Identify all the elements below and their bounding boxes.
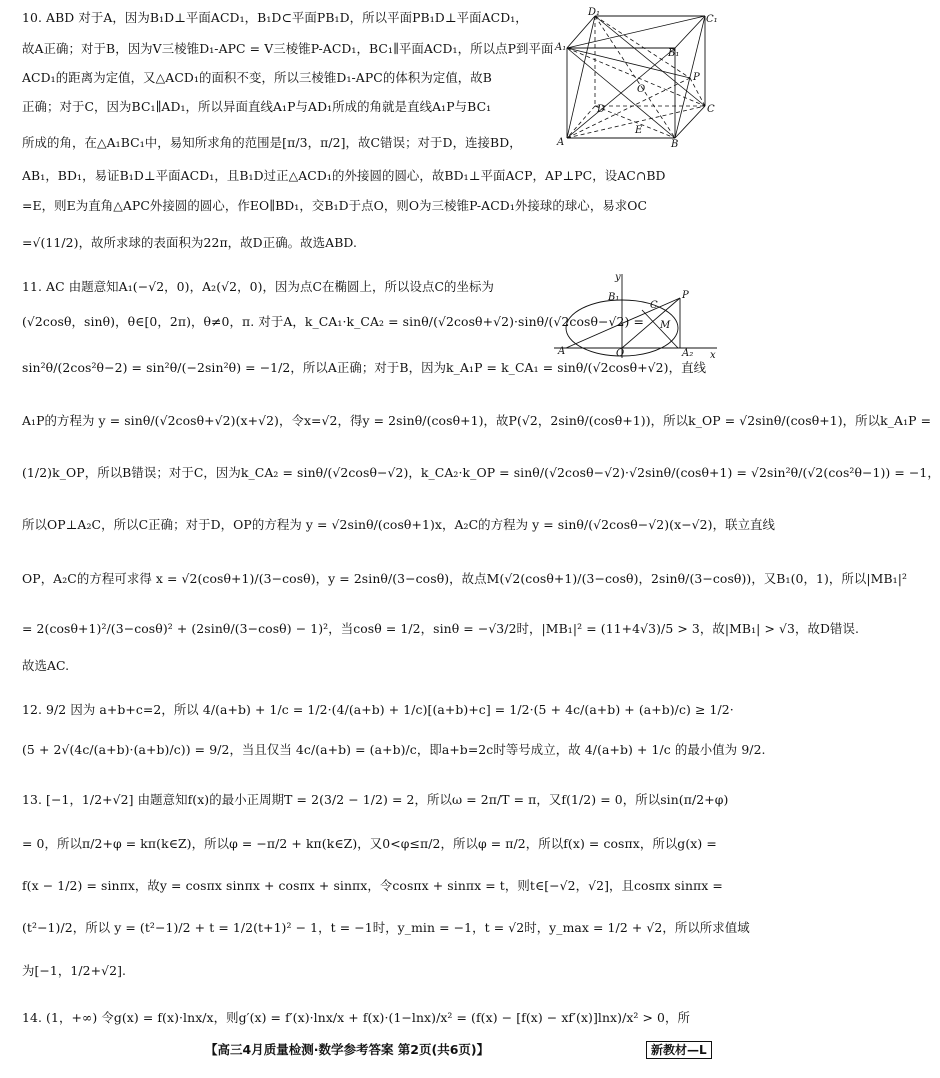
cube-label-e: E [635, 125, 643, 136]
q11-line-9: 故选AC. [22, 658, 70, 673]
footer-edition-tag: 新教材—L [646, 1041, 712, 1059]
ellipse-label-x: x [710, 350, 716, 361]
ellipse-label-a: A [558, 346, 566, 357]
q10-line-3: ACD₁的距离为定值，又△ACD₁的面积不变，所以三棱锥D₁-APC的体积为定值，故B [22, 70, 492, 85]
cube-label-d1: D₁ [588, 7, 601, 18]
ellipse-label-a2: A₂ [682, 348, 694, 359]
cube-label-o: O [637, 84, 646, 95]
cube-label-a1: A₁ [555, 42, 567, 53]
q11-line-3: sin²θ/(2cos²θ−2) = sin²θ/(−2sin²θ) = −1/2，所以A正确；对于B，因为k_A₁P = k_CA₁ = sinθ/(√2cosθ+√2)，直线 [22, 360, 707, 375]
q10-line-4: 正确；对于C，因为BC₁∥AD₁，所以异面直线A₁P与AD₁所成的角就是直线A₁P与BC₁ [22, 99, 492, 114]
q13-line-3: f(x − 1/2) = sinπx，故y = cosπx sinπx + cosπx + sinπx，令cosπx + sinπx = t，则t∈[−√2，√2]，且cosπx sinπx = [22, 878, 723, 893]
cube-label-b1: B₁ [668, 48, 680, 59]
cube-label-d: D [597, 104, 606, 115]
q10-line-8: =√(11/2)，故所求球的表面积为22π，故D正确。故选ABD. [22, 235, 358, 250]
q10-line-6: AB₁，BD₁，易证B₁D⊥平面ACD₁，且B₁D过正△ACD₁的外接圆的圆心，故BD₁⊥平面ACP，AP⊥PC，设AC∩BD [22, 168, 666, 183]
ellipse-label-o: O [616, 348, 625, 359]
cube-label-p: P [693, 72, 700, 83]
page-footer [0, 1040, 739, 1064]
q11-line-2: (√2cosθ，sinθ)，θ∈[0，2π)，θ≠0，π. 对于A，k_CA₁·k_CA₂ = sinθ/(√2cosθ+√2)·sinθ/(√2cosθ−√2) = [22, 314, 644, 329]
ellipse-label-m: M [660, 320, 671, 331]
ellipse-label-y: y [615, 272, 621, 283]
q11-line-5: (1/2)k_OP，所以B错误；对于C，因为k_CA₂ = sinθ/(√2cosθ−√2)，k_CA₂·k_OP = sinθ/(√2cosθ−√2)·√2sinθ/(cosθ+1) = √2sin²θ/(√2(cos²θ−1)) = −1， [22, 465, 940, 480]
ellipse-label-b1: B₁ [608, 292, 620, 303]
q10-line-2: 故A正确；对于B，因为V三棱锥D₁-APC = V三棱锥P-ACD₁，BC₁∥平面ACD₁，所以点P到平面 [22, 41, 554, 56]
q13-line-5: 为[−1，1/2+√2]. [22, 963, 127, 978]
q11-line-1: 11. AC 由题意知A₁(−√2，0)，A₂(√2，0)，因为点C在椭圆上，所以设点C的坐标为 [22, 279, 495, 294]
cube-label-c1: C₁ [706, 14, 718, 25]
q12-line-1: 12. 9/2 因为 a+b+c=2，所以 4/(a+b) + 1/c = 1/2·(4/(a+b) + 1/c)[(a+b)+c] = 1/2·(5 + 4c/(a+b) + (a+b)/c) ≥ 1/2· [22, 702, 734, 717]
cube-figure [555, 8, 717, 148]
q12-line-2: (5 + 2√(4c/(a+b)·(a+b)/c)) = 9/2，当且仅当 4c/(a+b) = (a+b)/c，即a+b=2c时等号成立，故 4/(a+b) + 1/c 的最小值为 9/2. [22, 742, 766, 757]
q13-line-4: (t²−1)/2，所以 y = (t²−1)/2 + t = 1/2(t+1)² − 1，t = −1时，y_min = −1，t = √2时，y_max = 1/2 + √2，所以所求值域 [22, 920, 750, 935]
cube-label-b: B [671, 139, 679, 150]
cube-label-c: C [707, 104, 715, 115]
ellipse-figure [552, 270, 722, 360]
ellipse-label-c: C [650, 300, 658, 311]
q11-line-8: = 2(cosθ+1)²/(3−cosθ)² + (2sinθ/(3−cosθ) − 1)²，当cosθ = 1/2，sinθ = −√3/2时，|MB₁|² = (11+4√3)/5 > 3，故|MB₁| > √3，故D错误. [22, 621, 860, 636]
q11-line-7: OP，A₂C的方程可求得 x = √2(cosθ+1)/(3−cosθ)，y = 2sinθ/(3−cosθ)，故点M(√2(cosθ+1)/(3−cosθ)，2sinθ/(3−cosθ))，又B₁(0，1)，所以|MB₁|² [22, 571, 908, 586]
q11-line-4: A₁P的方程为 y = sinθ/(√2cosθ+√2)(x+√2)，令x=√2，得y = 2sinθ/(cosθ+1)，故P(√2，2sinθ/(cosθ+1))，所以k_OP = √2sinθ/(cosθ+1)，所以k_A₁P = [22, 413, 932, 428]
q13-line-2: = 0，所以π/2+φ = kπ(k∈Z)，所以φ = −π/2 + kπ(k∈Z)，又0<φ≤π/2，所以φ = π/2，所以f(x) = cosπx，所以g(x) = [22, 836, 717, 851]
footer-page-info: 【高三4月质量检测·数学参考答案 第2页(共6页)】 [205, 1042, 490, 1057]
cube-label-a: A [557, 137, 565, 148]
q10-line-7: =E，则E为直角△APC外接圆的圆心，作EO∥BD₁，交B₁D于点O，则O为三棱锥P-ACD₁外接球的球心，易求OC [22, 198, 648, 213]
q10-line-5: 所成的角，在△A₁BC₁中，易知所求角的范围是[π/3，π/2]，故C错误；对于D，连接BD， [22, 135, 522, 150]
ellipse-label-p: P [682, 290, 689, 301]
q11-line-6: 所以OP⊥A₂C，所以C正确；对于D，OP的方程为 y = √2sinθ/(cosθ+1)x，A₂C的方程为 y = sinθ/(√2cosθ−√2)(x−√2)，联立直线 [22, 517, 776, 532]
q14-line-1: 14. (1，+∞) 令g(x) = f(x)·lnx/x，则g′(x) = f′(x)·lnx/x + f(x)·(1−lnx)/x² = (f(x) − [f(x) − xf′(x)]lnx)/x² > 0，所 [22, 1010, 691, 1025]
q13-line-1: 13. [−1，1/2+√2] 由题意知f(x)的最小正周期T = 2(3/2 − 1/2) = 2，所以ω = 2π/T = π，又f(1/2) = 0，所以sin(π/2+φ) [22, 792, 729, 807]
q10-line-1: 10. ABD 对于A，因为B₁D⊥平面ACD₁，B₁D⊂平面PB₁D，所以平面PB₁D⊥平面ACD₁， [22, 10, 528, 25]
